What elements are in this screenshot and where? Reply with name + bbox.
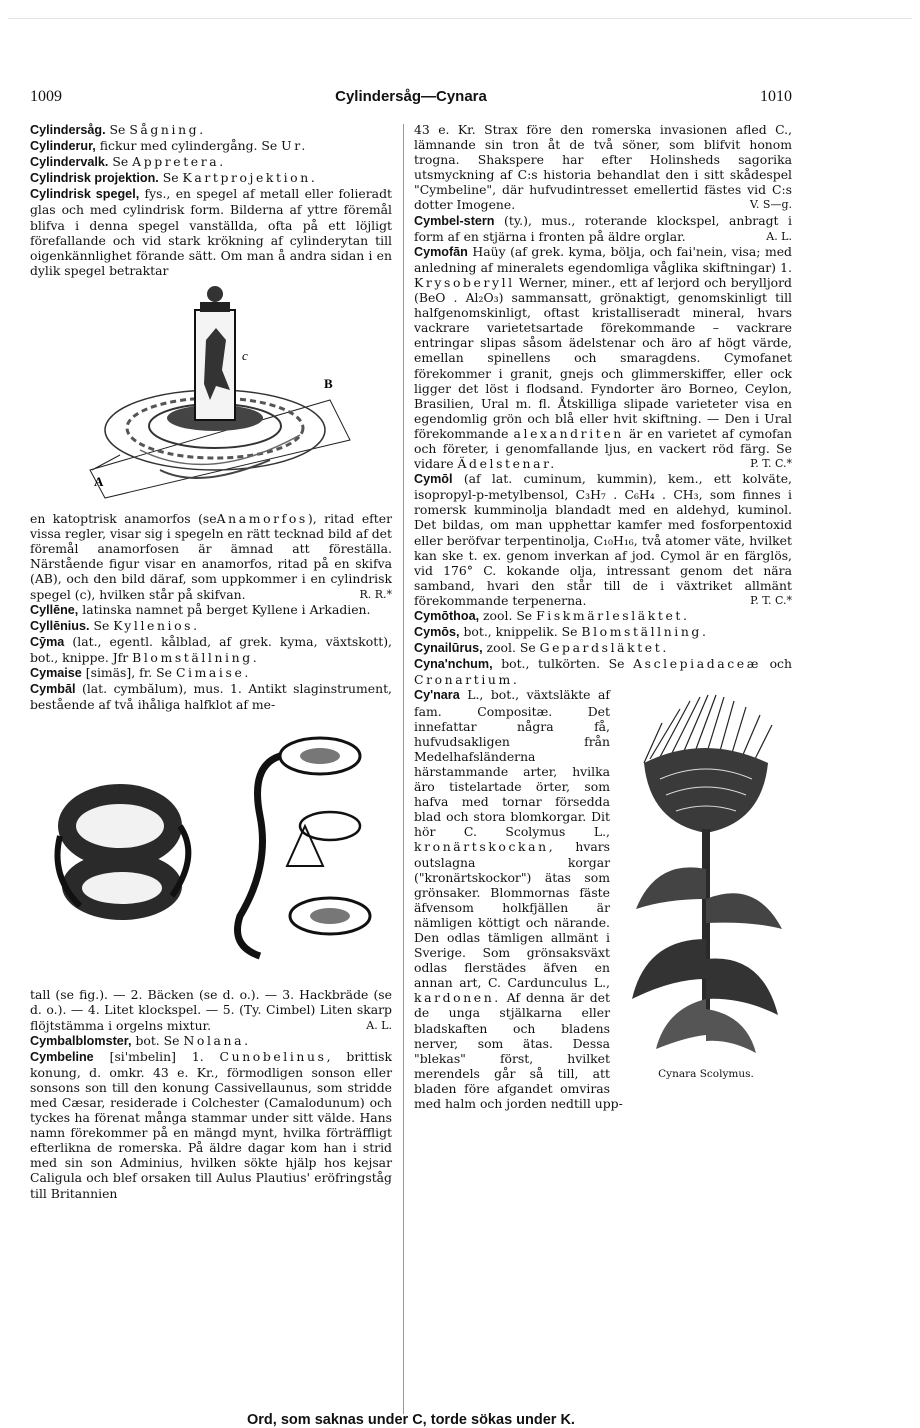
cross-reference: kronärtskockan — [414, 839, 549, 855]
author-signature: A. L. — [766, 229, 792, 243]
entry-cymofan — [414, 244, 792, 471]
entry-text: Se — [112, 154, 129, 170]
entry-text: [si'mbelin] 1. — [109, 1048, 204, 1064]
cymbal-figure — [30, 716, 392, 980]
entry-text: fickur med cylindergång. Se — [99, 138, 278, 154]
headword: Cylindrisk projektion. — [30, 171, 159, 186]
author-signature: A. L. — [366, 1018, 392, 1032]
entry-spegel — [30, 186, 392, 278]
entry-text: Haüy (af grek. kyma, bölja, och fai'nein, visa; med anledning af mineralets egendomliga våglika skiftningar) 1. — [414, 243, 792, 275]
figure-letter-c: c — [242, 347, 248, 363]
entry-text: latinska namnet på berget Kyllene i Arkadien. — [82, 601, 371, 617]
entry-text: och — [769, 656, 792, 672]
artichoke-illustration — [620, 689, 792, 1059]
entry-text: Se — [109, 122, 126, 137]
entry-cynanchum — [414, 656, 792, 687]
cross-reference: Krysoberyll — [414, 274, 515, 290]
entry-cymbeline-continued — [414, 122, 792, 213]
cross-reference: Cronartium. — [414, 672, 520, 688]
entry-cylindervalk — [30, 154, 392, 170]
entry-text: Se — [162, 170, 179, 186]
headword: Cymofān — [414, 244, 468, 259]
entry-cymbal-continued — [30, 987, 392, 1032]
entry-text: (ty.), mus., roterande klockspel, anbragt i form af en stjärna i fronten på äldre orglar. — [414, 212, 792, 244]
cross-reference: Nolana. — [183, 1032, 251, 1048]
entry-cylinderur — [30, 138, 392, 154]
entry-text: bot., knippelik. Se — [463, 624, 578, 640]
cross-reference: kardonen. — [414, 990, 501, 1006]
headword: Cymbāl — [30, 682, 76, 697]
author-signature: P. T. C.* — [750, 593, 792, 607]
entry-text: (lat., egentl. kålblad, af grek. kyma, växtskott), bot., knippe. Jfr — [30, 633, 392, 665]
headword: Cymbel-stern — [414, 213, 495, 228]
entry-text: 43 e. Kr. Strax före den romerska invasionen afled C., lämnande sin tron åt de två söner, som blifvit honom trogna. Shakspere har efter Holinsheds sagorika utsmyckning af C:s historia behandlat den i sitt skådespel "Cymbeline", där hufvudintresset emellertid fästes vid C:s dotter Imogene. — [414, 122, 792, 213]
cross-reference: Appretera. — [132, 154, 226, 170]
figure-letter-b: B — [324, 375, 333, 391]
headword: Cyllēne, — [30, 602, 79, 617]
entry-text: , hvars outslagna korgar ("kronärtskockor") ätas som grönsaker. Blommornas fäste äfvensom holkfjällen är nämligen köttigt och närande. Den odlas tämligen allmänt i Sverige. Som grönsaksväxt odlas flerstädes äfven en annan art, C. Cardunculus L., — [414, 839, 610, 991]
headword: Cymbeline — [30, 1049, 94, 1064]
entry-text: Af denna är det de unga stjälkarna eller bladskaften och bladens nerver, som ätas. Dessa "blekas" först, hvilket merendels går så till, att bladen före afgandet omviras med halm och jorden nedtill upp- — [414, 990, 623, 1111]
entry-cymbalblomster — [30, 1033, 392, 1049]
entry-text: [simäs], fr. Se — [85, 664, 172, 680]
entry-text: är en varietet af cymofan och företer, i genomfallande ljus, en vackert röd färg. Se vidare — [414, 425, 792, 472]
cross-reference: Kyllenios. — [113, 617, 200, 633]
cross-reference: Cimaise. — [175, 664, 251, 680]
entry-cynailurus — [414, 640, 792, 656]
entry-projektion — [30, 170, 392, 186]
headword: Cyna'nchum, — [414, 657, 493, 672]
entry-cymothoa — [414, 608, 792, 624]
entry-text: (af lat. cuminum, kummin), kem., ett kolväte, isopropyl-p-metylbensol, C₃H₇ . C₆H₄ . CH₃, som finnes i romersk kumminolja blandadt med en aldehyd, kuminol. Det bildas, om man upphettar kamfer med fosforpentoxid eller beröfvar terpentinolja, C₁₀H₁₆, två atomer väte, hvilket kan ske t. ex. genom inverkan af jod. Cymol är en färglös, vid 176° C. kokande olja, intressant genom det nära samband, hvari den står till de i växtriket allmänt förekommande terpenerna. — [414, 471, 792, 608]
running-title: Cylindersåg—Cynara — [335, 88, 487, 105]
entry-text: L., bot., växtsläkte af fam. Compositæ. Det innefattar några få, hufvudsakligen från Medelhafsländerna härstammande arter, hvilka äro tistelartade örter, som hafva med tornar försedda blad och stora blomkorgar. Dit hör C. Scolymus L., — [414, 687, 610, 840]
entry-text: zool. Se — [486, 640, 536, 656]
page-header — [30, 88, 792, 112]
entry-cyma — [30, 634, 392, 665]
cynara-figure — [620, 689, 792, 1091]
headword: Cylindrisk spegel, — [30, 187, 140, 202]
footer-note: Ord, som saknas under C, torde sökas under K. — [247, 1412, 575, 1428]
entry-cymaise — [30, 665, 392, 681]
entry-cymbal — [30, 681, 392, 712]
cross-reference: Ur. — [281, 138, 308, 154]
right-page-number: 1010 — [760, 88, 792, 105]
entry-cylindersag — [30, 122, 392, 138]
entry-spegel-continued — [30, 511, 392, 602]
entry-text: bot. Se — [135, 1032, 180, 1048]
author-signature: R. R.* — [359, 587, 392, 601]
cross-reference: Fiskmärlesläktet. — [536, 608, 690, 623]
headword: Cylindersåg. — [30, 123, 106, 137]
entry-text: tall (se fig.). — 2. Bäcken (se d. o.). — 3. Hackbräde (se d. o.). — 4. Litet klockspel. — 5. (Ty. Cimbel) Liten skarp flöjtstämma i orgelns mixtur. — [30, 987, 392, 1033]
entry-cyllenius — [30, 618, 392, 634]
cross-reference: Gepardsläktet. — [539, 640, 669, 656]
entry-cymol — [414, 471, 792, 608]
cross-reference: Sågning. — [129, 122, 206, 137]
cross-reference: Ädelstenar. — [457, 456, 557, 472]
headword: Cymōthoa, — [414, 609, 480, 623]
headword: Cyllēnius. — [30, 618, 90, 633]
headword: Cymōs, — [414, 625, 460, 640]
headword: Cylinderur, — [30, 139, 96, 154]
headword: Cymaise — [30, 665, 82, 680]
entry-cymbelstern — [414, 213, 792, 244]
author-signature: V. S—g. — [749, 198, 792, 212]
headword: Cy'nara — [414, 688, 460, 703]
headword: Cȳma — [30, 634, 65, 649]
entry-text: Werner, miner., ett af lerjord och berylljord (BeO . Al₂O₃) sammansatt, grönaktigt, genomskinligt till halfgenomskinligt, oftast kristalliseradt mineral, hvars vackrare varietetsartade förekommande – vackrare entringar slipas såsom ädelstenar och äro af högt värde, emellan spinellens och smaragdens. Cymofanet förekommer i granit, gnejs och glimmerskiffer, eller ock ligger det löst i flodsand. Fyndorter äro Borneo, Ceylon, Brasilien, Ural m. fl. Åtskilliga slipade varieteter visa en egendomlig grön och blå eller hvit skiftning. — Den i Ural förekommande — [414, 274, 792, 441]
cross-reference: Blomställning. — [132, 649, 260, 665]
entry-text: , brittisk konung, d. omkr. 43 e. Kr., förmodligen sonson eller sonsons son till den konung Cassivellaunus, som stridde med Cæsar, residerade i Colchester (Camalodunum) och tyckes ha förenat många stammar under sitt välde. Hans namn förekommer på en mängd mynt, hvilka förträffligt efterlikna de romerska. På äldre dagar kom han i strid med sin son Adminius, hvilken sökte hjälp hos kejsar Caligula och blef orsaken till Aulus Plautius' eröfringståg till Britannien — [30, 1048, 392, 1201]
anamorphosis-figure — [30, 280, 392, 506]
entry-cymbeline — [30, 1049, 392, 1201]
headword: Cynailūrus, — [414, 641, 483, 656]
entry-cyllene — [30, 602, 392, 618]
cross-reference: Asclepiadaceæ — [633, 656, 761, 672]
top-rule — [8, 18, 912, 19]
headword: Cymbalblomster, — [30, 1033, 132, 1048]
entry-text: ), ritad efter vissa regler, visar sig i spegeln en rätt tecknad bild af det föremål anamorfosen är ämnad att föreställa. Närstående figur visar en anamorfos, ritad på en skifva (AB), och den bild däraf, som uppkommer i en cylindrisk spegel (c), hvilken står på skifvan. — [30, 511, 392, 602]
cross-reference: Blomställning. — [581, 624, 709, 640]
cross-reference: alexandriten — [513, 425, 624, 441]
left-page-number: 1009 — [30, 88, 62, 105]
left-column — [30, 122, 392, 1201]
headword: Cylindervalk. — [30, 155, 109, 170]
cross-reference: Cunobelinus — [219, 1048, 327, 1064]
author-signature: P. T. C.* — [750, 457, 792, 471]
column-divider — [403, 124, 404, 1414]
entry-text: zool. Se — [483, 608, 533, 623]
entry-cymos — [414, 624, 792, 640]
entry-text: en katoptrisk anamorfos (se — [30, 511, 217, 527]
headword: Cymōl — [414, 472, 453, 487]
cross-reference: Kartprojektion. — [182, 170, 318, 186]
figure-caption: Cynara Scolymus. — [658, 1067, 754, 1080]
entry-text: (lat. cymbălum), mus. 1. Antikt slaginstrument, bestående af två ihåliga halfklot af me- — [30, 681, 392, 713]
figure-letter-a: A — [94, 473, 104, 489]
entry-text: Se — [93, 617, 110, 633]
entry-text: fys., en spegel af metall eller folieradt glas och med cylindrisk form. Bilderna af yttre föremål blifva i denna spegel vanställda, ofta på ett löjligt förefallande och vid stark krökning af cylinderytan till oigenkännlighet förande sätt. Om man å andra sidan i en dylik spegel betraktar — [30, 186, 392, 278]
entry-text: bot., tulkörten. Se — [501, 656, 625, 672]
right-column — [414, 122, 792, 1111]
cross-reference: Anamorfos — [216, 511, 308, 527]
